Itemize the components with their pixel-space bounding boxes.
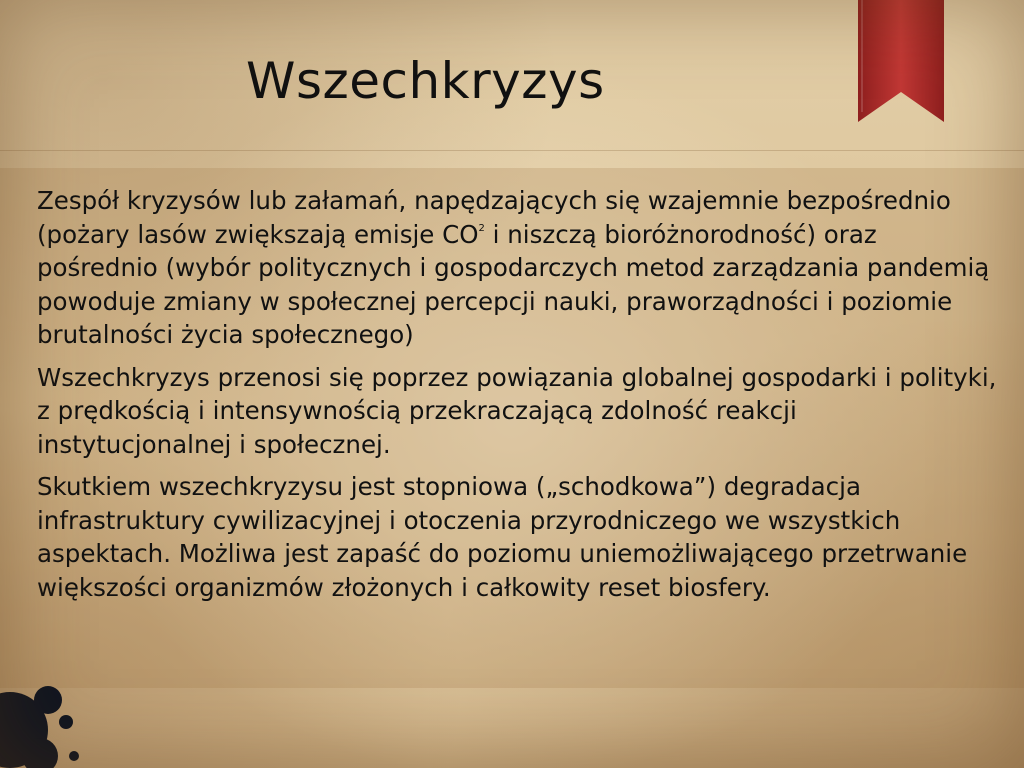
paper-fold-line: [0, 150, 1024, 151]
paragraph-1-text-before: Zespół kryzysów lub załamań, napędzających się wzajemnie bezpośrednio (pożary lasów zwiększają emisje CO: [37, 186, 951, 249]
ink-blot-icon: [0, 660, 110, 768]
slide-body: [37, 184, 997, 613]
paragraph-3: Skutkiem wszechkryzysu jest stopniowa („schodkowa”) degradacja infrastruktury cywilizacyjnej i otoczenia przyrodniczego we wszystkich aspektach. Możliwa jest zapaść do poziomu uniemożliwającego przetrwanie większości organizmów złożonych i całkowity reset biosfery.: [37, 472, 968, 602]
slide-title: Wszechkryzys: [246, 52, 605, 110]
co2-subscript: 2: [478, 222, 485, 234]
bookmark-ribbon-icon: [858, 0, 944, 124]
paragraph-1: [37, 184, 997, 352]
paragraph-1-text-after: i niszczą bioróżnorodność) oraz pośrednio (wybór politycznych i gospodarczych metod zarządzania pandemią powoduje zmiany w społecznej percepcji nauki, praworządności i poziomie brutalności życia społecznego): [37, 219, 990, 349]
paragraph-2: Wszechkryzys przenosi się poprzez powiązania globalnej gospodarki i polityki, z prędkością i intensywnością przekraczającą zdolność reakcji instytucjonalnej i społecznej.: [37, 362, 997, 459]
